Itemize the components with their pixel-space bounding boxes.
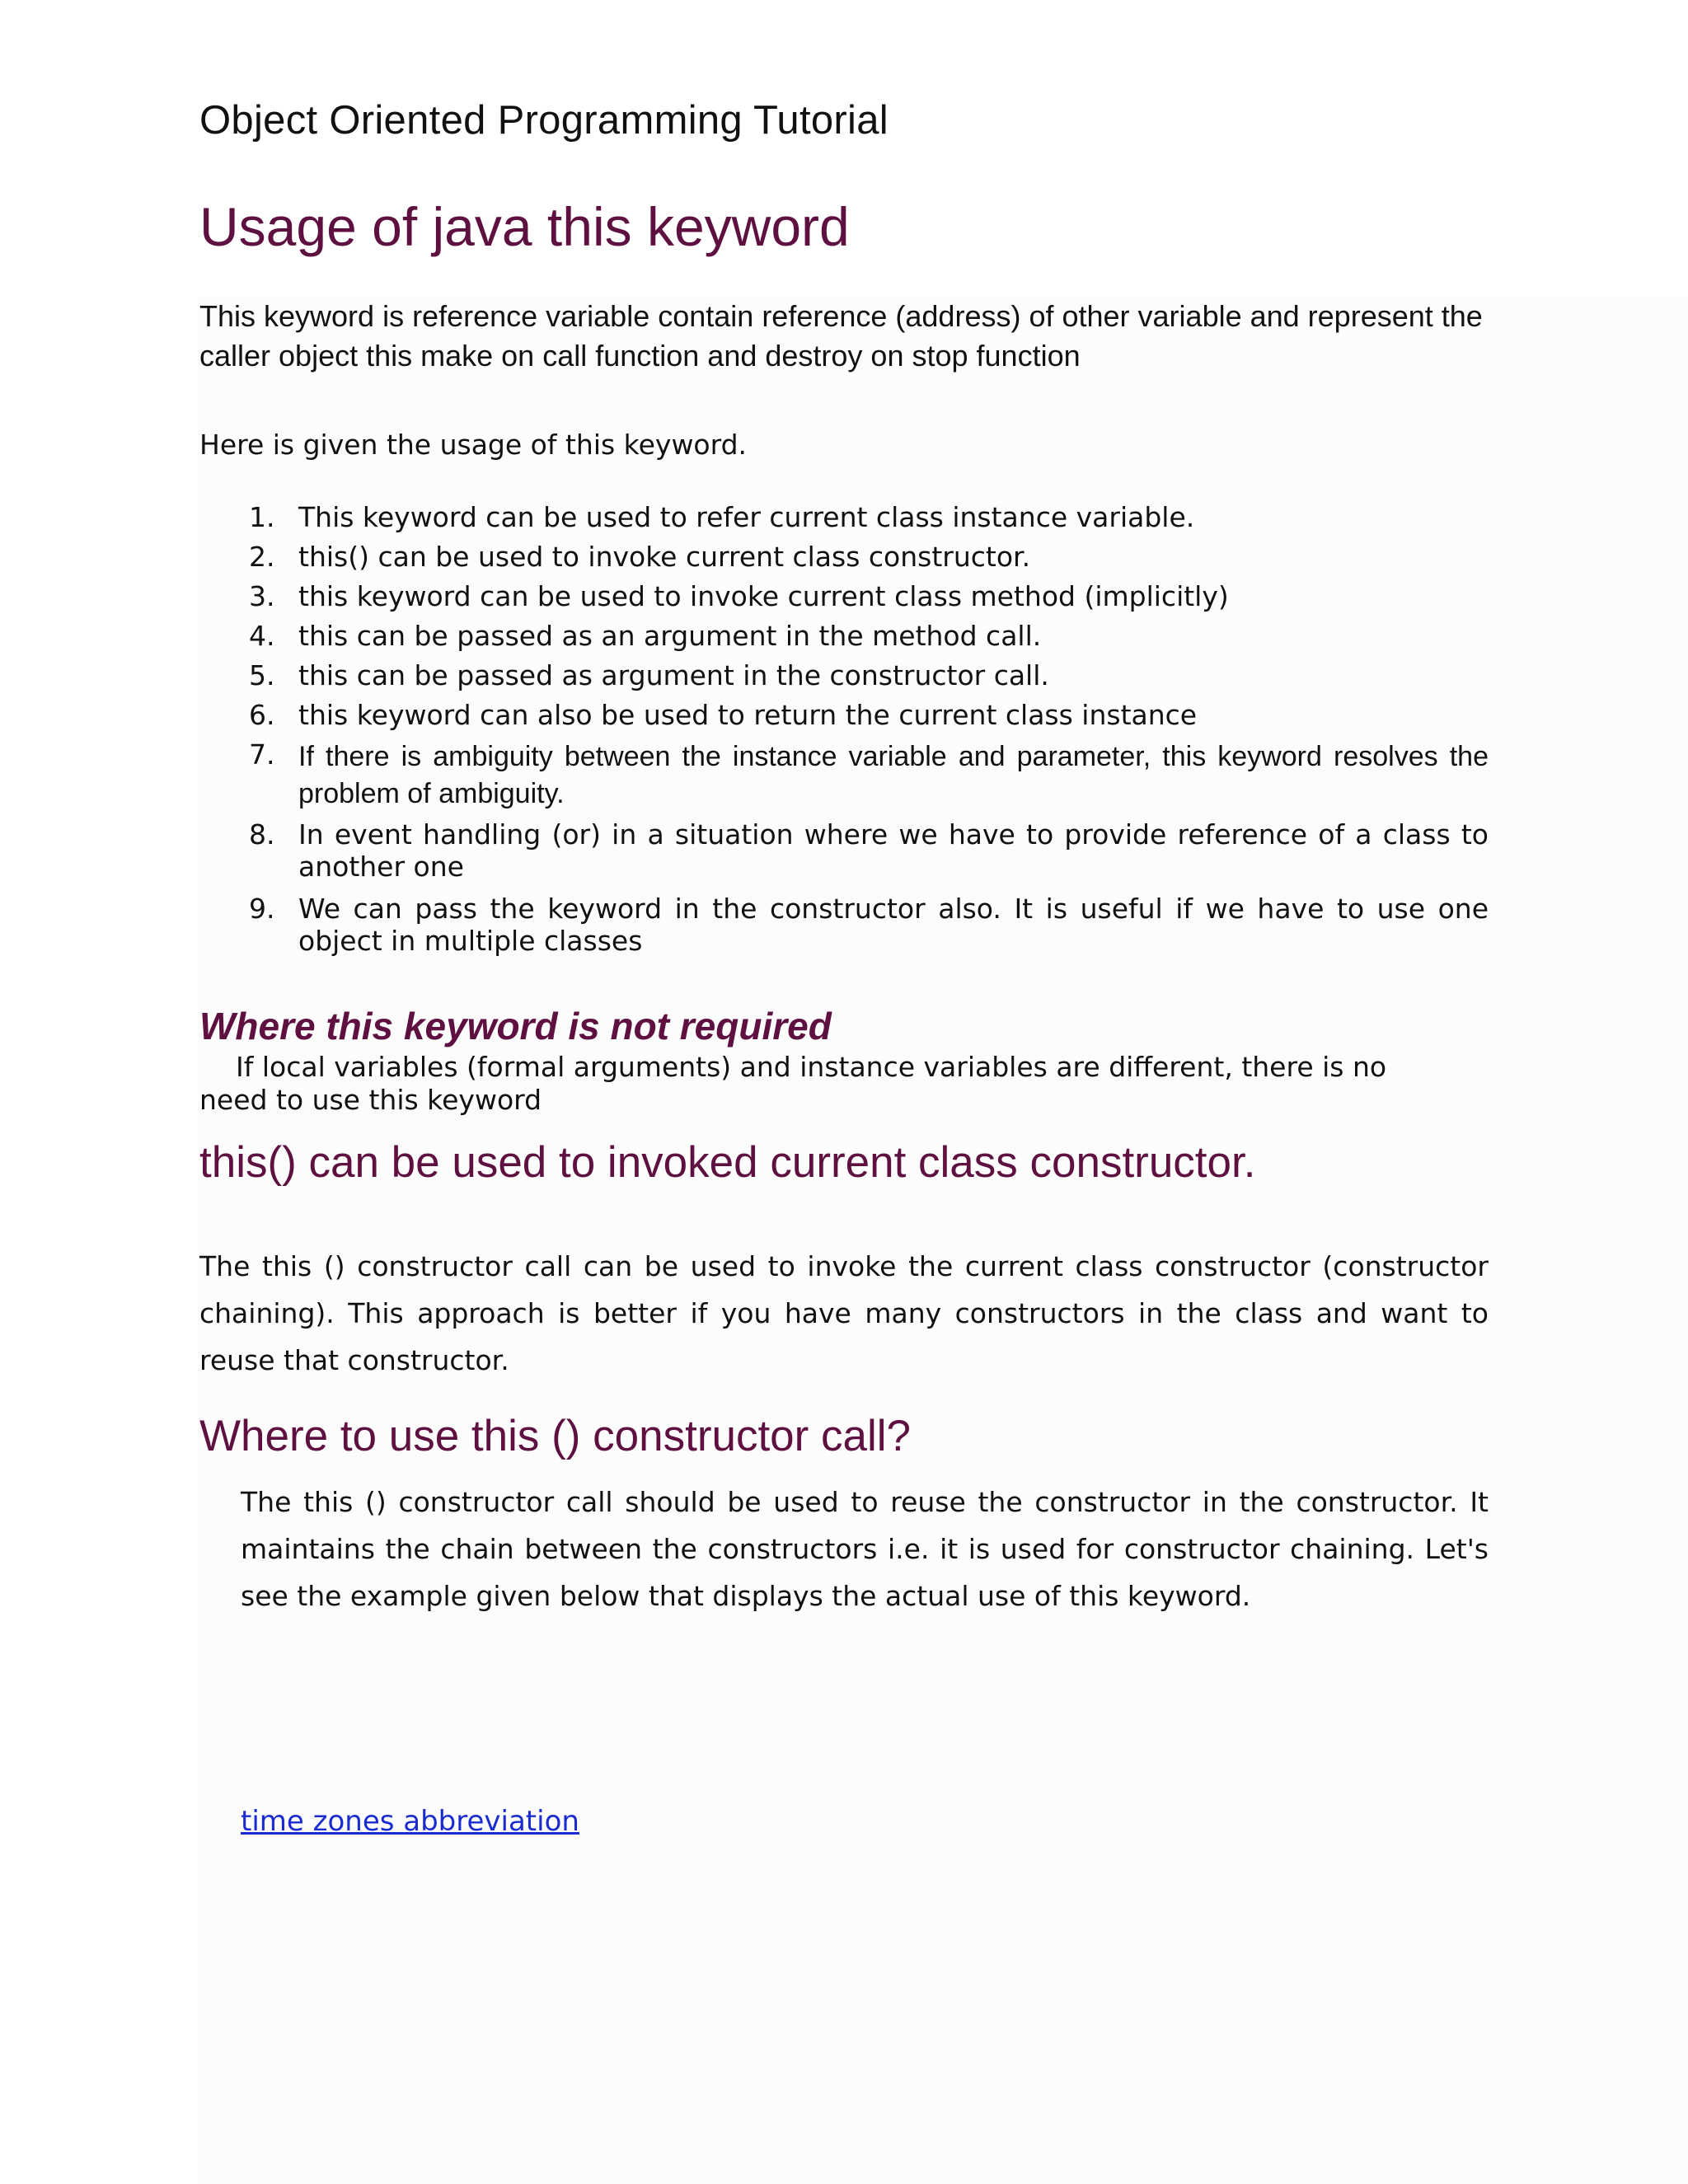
list-item-text: this() can be used to invoke current class constructor.: [298, 541, 1031, 573]
list-item-number: 6.: [249, 699, 275, 731]
intro-paragraph: This keyword is reference variable contain reference (address) of other variable and represent the caller object this make on call function and destroy on stop function: [199, 299, 1483, 373]
list-item-text: This keyword can be used to refer current class instance variable.: [298, 501, 1195, 533]
list-item: [199, 659, 1489, 699]
constructor-paragraph: The this () constructor call can be used to invoke the current class constructor (constructor chaining). This approach is better if you have many constructors in the class and want to reuse that constructor.: [199, 1250, 1489, 1376]
list-item-number: 7.: [249, 738, 275, 771]
list-item: [199, 699, 1489, 738]
list-item-text: this keyword can be used to invoke current class method (implicitly): [298, 580, 1229, 612]
page-title: Usage of java this keyword: [199, 196, 850, 257]
list-item: [199, 580, 1489, 620]
constructor-heading: this() can be used to invoked current class constructor.: [199, 1138, 1256, 1187]
list-item: [199, 893, 1489, 958]
time-zones-link[interactable]: time zones abbreviation: [241, 1805, 579, 1838]
list-item-number: 1.: [249, 501, 275, 533]
list-item-text: this can be passed as an argument in the method call.: [298, 620, 1042, 652]
list-item-text: If there is ambiguity between the instance variable and parameter, this keyword resolves the problem of ambiguity.: [298, 741, 1489, 809]
list-item: [199, 738, 1489, 818]
not-required-heading: Where this keyword is not required: [199, 1005, 832, 1047]
not-required-text: If local variables (formal arguments) and instance variables are different, there is no need to use this keyword: [199, 1051, 1387, 1116]
list-item-number: 8.: [249, 818, 275, 851]
list-item-text: this can be passed as argument in the constructor call.: [298, 659, 1049, 691]
list-item: [199, 501, 1489, 541]
list-item-text: In event handling (or) in a situation where we have to provide reference of a class to another one: [298, 818, 1489, 883]
running-header: Object Oriented Programming Tutorial: [199, 98, 889, 143]
list-item-number: 3.: [249, 580, 275, 612]
list-item: [199, 541, 1489, 580]
list-item: [199, 620, 1489, 659]
list-item-text: We can pass the keyword in the constructor also. It is useful if we have to use one object in multiple classes: [298, 893, 1489, 957]
list-item-number: 5.: [249, 659, 275, 691]
list-item-number: 9.: [249, 893, 275, 925]
where-use-paragraph: The this () constructor call should be used to reuse the constructor in the constructor. It maintains the chain between the constructors i.e. it is used for constructor chaining. Let's see the example given below that displays the actual use of this keyword.: [241, 1486, 1489, 1612]
usage-list: [199, 501, 1489, 958]
where-use-heading: Where to use this () constructor call?: [199, 1412, 912, 1460]
list-item: [199, 818, 1489, 893]
list-item-text: this keyword can also be used to return the current class instance: [298, 699, 1198, 731]
list-item-number: 2.: [249, 541, 275, 573]
list-item-number: 4.: [249, 620, 275, 652]
usage-intro: Here is given the usage of this keyword.: [199, 429, 748, 461]
